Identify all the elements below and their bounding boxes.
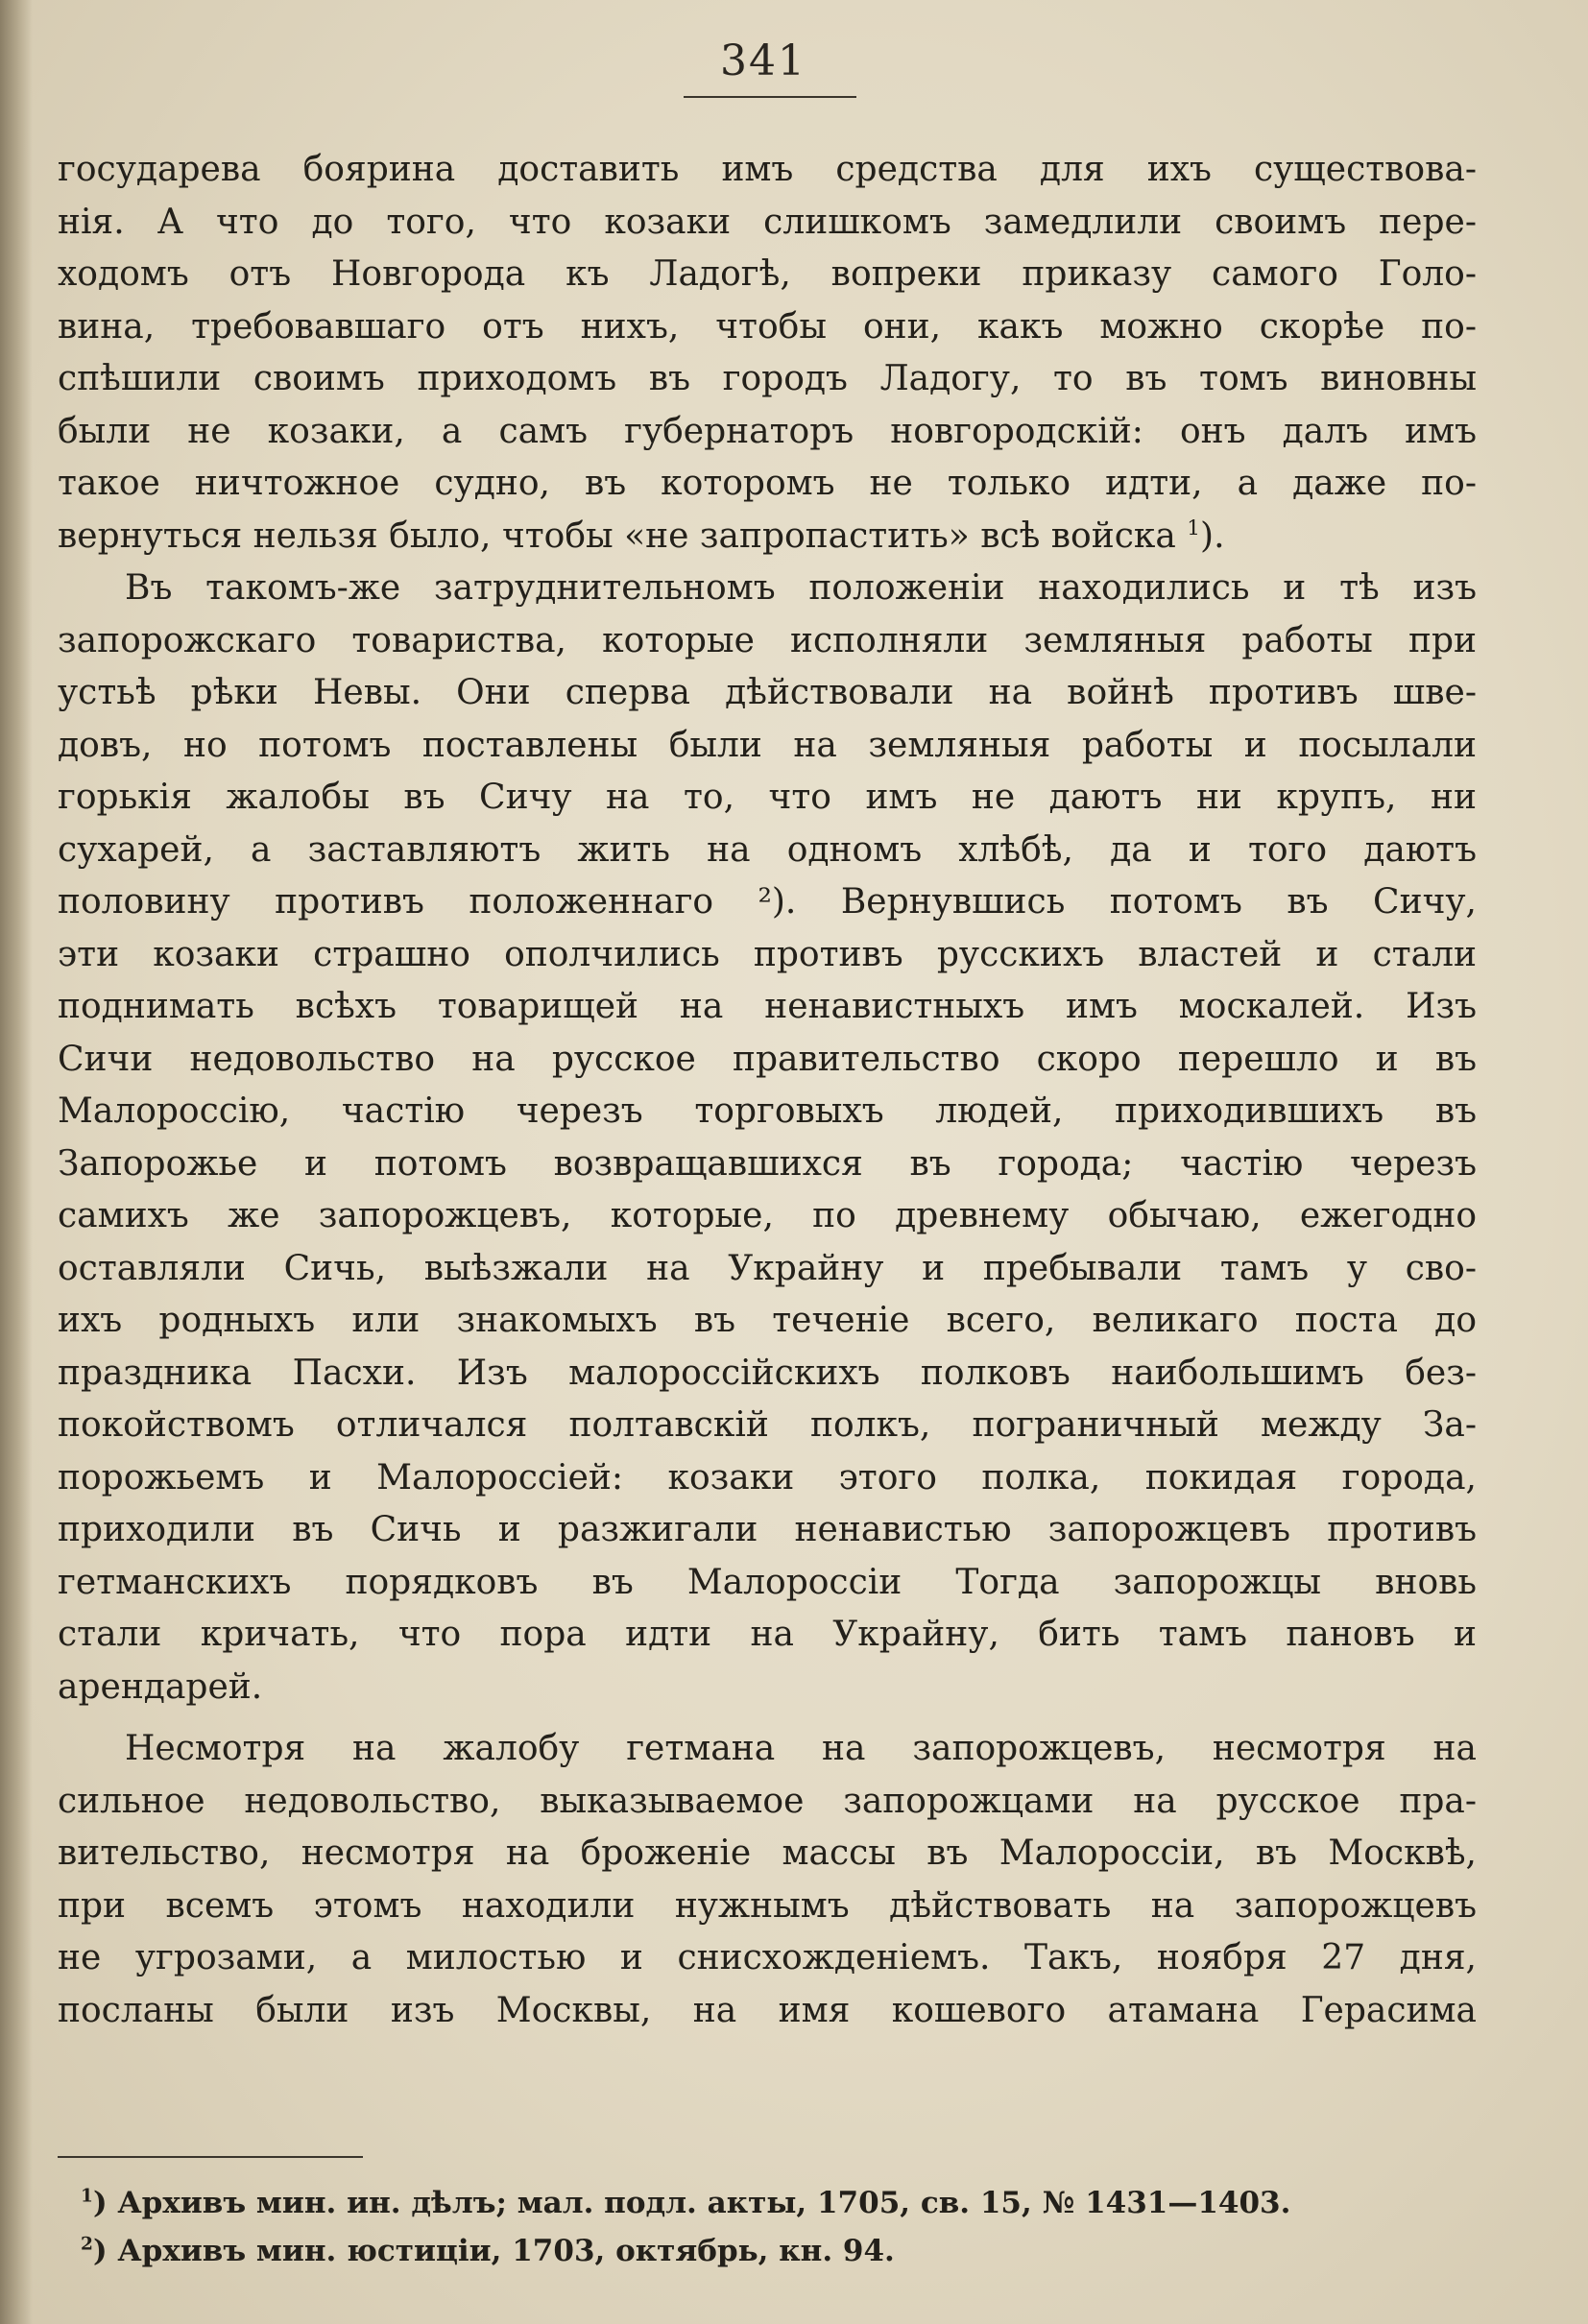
text-line: Несмотря на жалобу гетмана на запорожцевъ, несмотря на [125,1729,1477,1768]
text-line: гетманскихъ порядковъ въ Малороссіи Тогда запорожцы вновь [58,1562,1477,1602]
text-line [58,511,1477,563]
text-line: оставляли Сичь, выѣзжали на Украйну и пребывали тамъ у сво- [58,1248,1477,1288]
text-line: покойствомъ отличался полтавскій полкъ, пограничный между За- [58,1405,1477,1445]
paragraph [58,1723,1477,2037]
text-line: посланы были изъ Москвы, на имя кошевого атамана Герасима [58,1990,1477,2030]
text-line: нія. А что до того, что козаки слишкомъ замедлили своимъ пере- [58,202,1477,242]
text-line: эти козаки страшно ополчились противъ русскихъ властей и стали [58,934,1477,974]
footnote-number: 2 [81,2234,93,2255]
text-line: государева боярина доставить имъ средства для ихъ существова- [58,150,1477,189]
text-line: Малороссію, частію черезъ торговыхъ людей, приходившихъ въ [58,1091,1477,1131]
text-line: сильное недовольство, выказываемое запорожцами на русское пра- [58,1781,1477,1821]
footnotes [81,2179,1444,2275]
text-line: ихъ родныхъ или знакомыхъ въ теченіе всего, великаго поста до [58,1301,1477,1340]
text-line: приходили въ Сичь и разжигали ненавистью запорожцевъ противъ [58,1510,1477,1549]
paragraph [58,144,1477,563]
footnote [81,2179,1444,2227]
text-line: самихъ же запорожцевъ, которые, по древнему обычаю, ежегодно [58,1196,1477,1235]
footnote-text: ) Архивъ мин. юстиціи, 1703, октябрь, кн. 94. [92,2234,895,2268]
text-line: такое ничтожное судно, въ которомъ не только идти, а даже по- [58,464,1477,503]
text-line: праздника Пасхи. Изъ малороссійскихъ полковъ наибольшимъ без- [58,1353,1477,1393]
text-line: Сичи недовольство на русское правительство скоро перешло и въ [58,1039,1477,1079]
text-line: устьѣ рѣки Невы. Они сперва дѣйствовали на войнѣ противъ шве- [58,673,1477,712]
text-line: спѣшили своимъ приходомъ въ городъ Ладогу, то въ томъ виновны [58,359,1477,398]
text-line: арендарей. [58,1666,263,1707]
text-line: запорожскаго товариства, которые исполняли земляныя работы при [58,620,1477,660]
text-line: были не козаки, а самъ губернаторъ новгородскій: онъ далъ имъ [58,411,1477,451]
footnote-marker: 1 [1187,515,1201,540]
text-line: порожьемъ и Малороссіей: козаки этого полка, покидая города, [58,1457,1477,1497]
text-line: Въ такомъ-же затруднительномъ положеніи находились и тѣ изъ [125,568,1477,608]
text-line: при всемъ этомъ находили нужнымъ дѣйствовать на запорожцевъ [58,1885,1477,1926]
text-line-content: вернуться нельзя было, чтобы «не запропастить» всѣ войска [58,515,1188,556]
page-number-underline [684,96,856,98]
text-line: Запорожье и потомъ возвращавшихся въ города; частію черезъ [58,1143,1477,1184]
text-line: стали кричать, что пора идти на Украйну, бить тамъ пановъ и [58,1615,1477,1654]
footnote-number: 1 [81,2186,93,2207]
footnote-ref-suffix: ). [1200,515,1225,556]
text-line: половину противъ положеннаго ²). Вернувшись потомъ въ Сичу, [58,882,1477,922]
footnote [81,2227,1444,2275]
footnote-divider [58,2156,363,2158]
page-number: 341 [720,36,806,85]
text-line: не угрозами, а милостью и снисхожденіемъ. Такъ, ноября 27 дня, [58,1938,1477,1977]
text-line: довъ, но потомъ поставлены были на земляныя работы и посылали [58,725,1477,765]
text-line: горькія жалобы въ Сичу на то, что имъ не даютъ ни крупъ, ни [58,778,1477,817]
paragraph [58,563,1477,1713]
text-line: вительство, несмотря на броженіе массы въ Малороссіи, въ Москвѣ, [58,1833,1477,1873]
book-spine-shadow [0,0,33,2324]
body-text [58,144,1477,2037]
text-line: ходомъ отъ Новгорода къ Ладогѣ, вопреки приказу самого Голо- [58,254,1477,294]
text-line: сухарей, а заставляютъ жить на одномъ хлѣбѣ, да и того даютъ [58,829,1477,870]
text-line: поднимать всѣхъ товарищей на ненавистныхъ имъ москалей. Изъ [58,987,1477,1026]
text-line: вина, требовавшаго отъ нихъ, чтобы они, какъ можно скорѣе по- [58,306,1477,347]
paragraph-gap [58,1713,1477,1723]
footnote-text: ) Архивъ мин. ин. дѣлъ; мал. подл. акты, 1705, св. 15, № 1431—1403. [92,2186,1291,2220]
